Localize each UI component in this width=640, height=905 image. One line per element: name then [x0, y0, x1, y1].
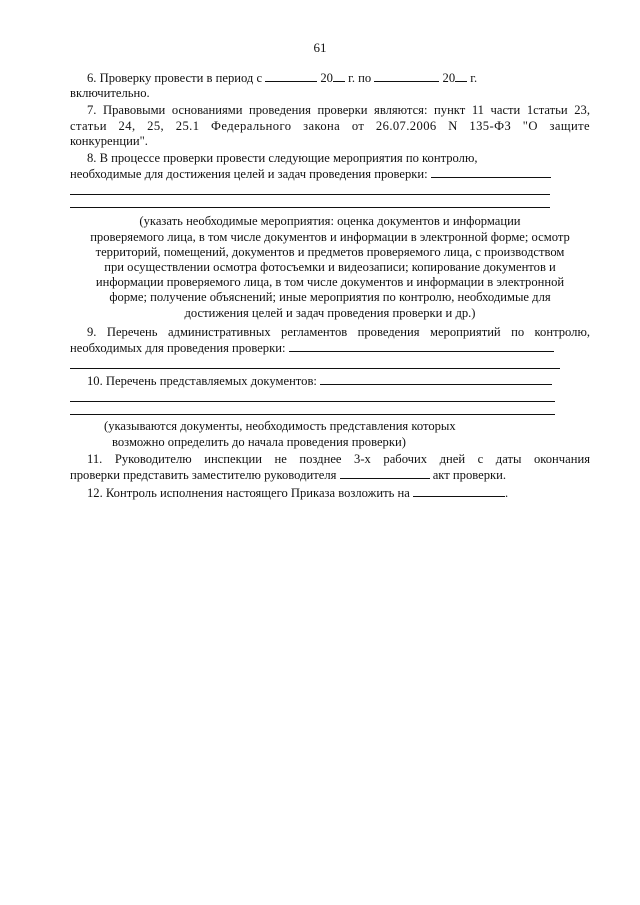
measures-note [70, 214, 590, 320]
paragraph-11 [70, 452, 590, 483]
note1-line: информации проверяемого лица, в том числе документов и информации в электронной [95, 275, 565, 290]
documents-line-1[interactable] [70, 400, 555, 402]
p7-line1: 7. Правовыми основаниями проведения проверки являются: пункт 11 части 1статьи 23, [87, 103, 590, 118]
p6-year-a: 20 [320, 71, 333, 85]
note1-line: при осуществлении осмотра фотосъемки и видеозаписи; копирование документов и [104, 260, 556, 275]
p8-line2: необходимые для достижения целей и задач проведения проверки: [70, 167, 428, 182]
year-start-blank[interactable] [333, 70, 345, 82]
p10-row [70, 373, 590, 389]
p9-line1: 9. Перечень административных регламентов проведения мероприятий по контролю, [87, 324, 590, 339]
p9-line2-row [70, 340, 590, 356]
p6-text-e: г. [470, 71, 478, 85]
p12-period: . [504, 486, 509, 501]
p11-line2a: проверки представить заместителю руководителя [70, 468, 337, 483]
p9-line2: необходимых для проведения проверки: [70, 341, 286, 356]
documents-note [70, 419, 590, 449]
paragraph-12 [70, 485, 590, 501]
p6-text-c: г. по [348, 71, 372, 85]
p11-line2b: акт проверки. [432, 468, 507, 483]
page-number: 61 [313, 40, 327, 55]
p7-line3: конкуренции". [70, 133, 148, 148]
regulations-line-1[interactable] [70, 367, 560, 369]
year-end-blank[interactable] [455, 70, 467, 82]
p11-line2-row [70, 467, 590, 483]
note2-line: возможно определить до начала проведения проверки) [112, 434, 406, 449]
paragraph-9 [70, 325, 590, 369]
note1-line: (указать необходимые мероприятия: оценка документов и информации [139, 214, 521, 229]
p10-text: 10. Перечень представляемых документов: [87, 374, 317, 389]
deputy-head-blank[interactable] [340, 467, 430, 479]
documents-blank[interactable] [320, 373, 552, 385]
measures-blank[interactable] [431, 166, 551, 178]
regulations-blank[interactable] [289, 340, 554, 352]
p6-year-b: 20 [442, 71, 456, 85]
date-start-blank[interactable] [265, 70, 317, 82]
note1-line: проверяемого лица, в том числе документов и информации в электронной форме; осмотр [90, 229, 570, 244]
documents-line-2[interactable] [70, 413, 555, 415]
p8-line2-row [70, 166, 590, 182]
note1-line: достижения целей и задач проведения проверки и др.) [184, 305, 476, 320]
p6-text-a: 6. Проверку провести в период с [87, 71, 263, 85]
paragraph-10 [70, 373, 590, 415]
paragraph-7 [70, 103, 590, 149]
control-responsible-blank[interactable] [413, 485, 505, 497]
measures-line-2[interactable] [70, 206, 550, 208]
p12-text: 12. Контроль исполнения настоящего Приказа возложить на [87, 486, 410, 501]
p7-line2: статьи 24, 25, 25.1 Федерального закона от 26.07.2006 N 135-ФЗ "О защите [70, 118, 590, 133]
p11-line1: 11. Руководителю инспекции не позднее 3-х рабочих дней с даты окончания [87, 451, 590, 466]
p8-line1: 8. В процессе проверки провести следующие мероприятия по контролю, [87, 151, 478, 166]
paragraph-6-line1 [70, 70, 590, 86]
paragraph-6-line2: включительно. [70, 86, 150, 101]
document-body [70, 70, 590, 501]
measures-line-1[interactable] [70, 193, 550, 195]
note1-line: форме; получение объяснений; иные мероприятия по контролю, необходимые для [109, 290, 551, 305]
date-end-blank[interactable] [374, 70, 439, 82]
note2-line: (указываются документы, необходимость представления которых [104, 419, 456, 434]
paragraph-8 [70, 151, 590, 208]
note1-line: территорий, помещений, документов и предметов проверяемого лица, с производством [95, 244, 565, 259]
